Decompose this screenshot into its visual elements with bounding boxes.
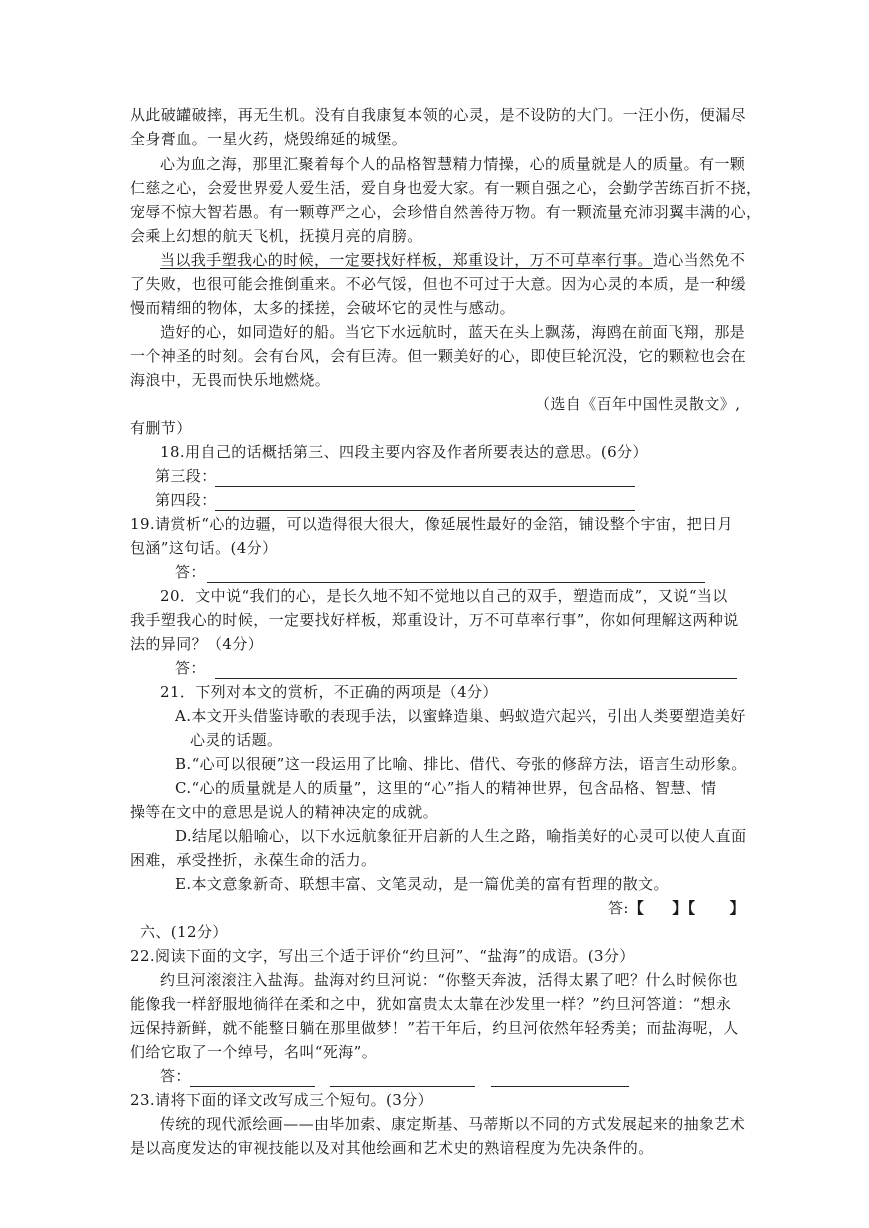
option-c: C.“心的质量就是人的质量”，这里的“心”指人的精神世界，包含品格、智慧、情: [175, 779, 717, 797]
option-b: B.“心可以很硬”这一段运用了比喻、排比、借代、夸张的修辞方法，语言生动形象。: [175, 755, 747, 773]
source-citation-end: 有删节）: [130, 419, 192, 437]
option-a-cont: 心灵的话题。: [190, 731, 283, 749]
question-21: 21．下列对本文的赏析，不正确的两项是（4分）: [160, 683, 498, 701]
q22-answer-line-2[interactable]: [330, 1086, 475, 1087]
source-citation: （选自《百年中国性灵散文》,: [535, 395, 741, 413]
body-line: 全身膏血。一星火药，烧毁绵延的城堡。: [130, 130, 408, 148]
body-line: 造好的心，如同造好的船。当它下水远航时，蓝天在头上飘荡，海鸥在前面飞翔，那是: [160, 323, 746, 341]
body-line: 宠辱不惊大智若愚。有一颗尊严之心，会珍惜自然善待万物。有一颗流量充沛羽翼丰满的心，: [130, 203, 762, 221]
option-d: D.结尾以船喻心，以下水远航象征开启新的人生之路，喻指美好的心灵可以使人直面: [175, 827, 747, 845]
q21-answer-label: 答:: [608, 899, 629, 917]
question-18: 18.用自己的话概括第三、四段主要内容及作者所要表达的意思。(6分）: [160, 443, 648, 461]
body-line: 了失败，也很可能会推倒重来。不必气馁，但也不可过于大意。因为心灵的本质，是一种缓: [130, 275, 747, 293]
section-6-heading: 六、(12分）: [140, 923, 228, 941]
question-23: 23.请将下面的译文改写成三个短句。(3分）: [130, 1091, 434, 1109]
q18-label-para4: 第四段：: [155, 491, 217, 509]
option-e: E.本文意象新奇、联想丰富、文笔灵动，是一篇优美的富有哲理的散文。: [175, 875, 669, 893]
question-19-cont: 包涵”这句话。(4分）: [130, 539, 278, 557]
q22-answer-label: 答：: [160, 1067, 191, 1085]
q20-answer-line[interactable]: [215, 678, 737, 679]
body-line: 从此破罐破摔，再无生机。没有自我康复本领的心灵，是不设防的大门。一汪小伤，便漏尽: [130, 106, 747, 124]
body-line: 海浪中，无畏而快乐地燃烧。: [130, 371, 331, 389]
q20-answer-label: 答：: [175, 659, 206, 677]
body-line: 慢而精细的物体，太多的揉搓，会破坏它的灵性与感动。: [130, 299, 516, 317]
q22-answer-line-3[interactable]: [491, 1086, 629, 1087]
q19-answer-line[interactable]: [207, 582, 705, 583]
question-19: 19.请赏析“心的边疆，可以造得很大很大，像延展性最好的金箔，铺设整个宇宙，把日月: [130, 515, 733, 533]
q22-passage-line: 能像我一样舒服地徜徉在柔和之中，犹如富贵太太靠在沙发里一样？”约旦河答道：“想永: [130, 995, 732, 1013]
option-a: A.本文开头借鉴诗歌的表现手法，以蜜蜂造巢、蚂蚁造穴起兴，引出人类要塑造美好: [175, 707, 746, 725]
q22-answer-line-1[interactable]: [190, 1086, 315, 1087]
bracket-open: 【: [628, 899, 645, 917]
q21-answer: [608, 897, 745, 920]
q23-passage-line: 传统的现代派绘画——由毕加索、康定斯基、马蒂斯以不同的方式发展起来的抽象艺术: [160, 1115, 746, 1133]
q22-passage-line: 约旦河滚滚注入盐海。盐海对约旦河说：“你整天奔波，活得太累了吧？什么时候你也: [160, 971, 738, 989]
q22-passage-line: 们给它取了一个绰号，名叫“死海”。: [130, 1043, 378, 1061]
q18-answer-line-4[interactable]: [215, 510, 635, 511]
body-line: 仁慈之心，会爱世界爱人爱生活，爱自身也爱大家。有一颗自强之心，会勤学苦练百折不挠，: [130, 179, 762, 197]
body-line: 会乘上幻想的航天飞机，抚摸月亮的肩膀。: [130, 227, 423, 245]
body-line: 一个神圣的时刻。会有台风，会有巨涛。但一颗美好的心，即使巨轮沉没，它的颗粒也会在: [130, 347, 747, 365]
bracket-middle: 】【: [672, 899, 696, 917]
underlined-sentence: 当以我手塑我心的时候，一定要找好样板，郑重设计，万不可草率行事。: [160, 251, 653, 269]
q23-passage-line: 是以高度发达的审视技能以及对其他绘画和艺术史的熟谙程度为先决条件的。: [130, 1139, 654, 1157]
question-20-cont: 法的异同？（4分）: [130, 635, 264, 653]
option-d-cont: 困难，承受挫折，永葆生命的活力。: [130, 851, 377, 869]
question-22: 22.阅读下面的文字，写出三个适于评价“约旦河”、“盐海”的成语。(3分）: [130, 947, 635, 965]
question-20-cont: 我手塑我心的时候，一定要找好样板，郑重设计，万不可草率行事”，你如何理解这两种说: [130, 611, 739, 629]
option-c-cont: 操等在文中的意思是说人的精神决定的成就。: [130, 803, 439, 821]
paragraph-3-first-line: [160, 249, 745, 272]
q19-answer-label: 答：: [175, 563, 206, 581]
paragraph-3-continuation: 造心当然免不: [652, 251, 746, 269]
bracket-close: 】: [729, 899, 745, 917]
q18-label-para3: 第三段：: [155, 467, 217, 485]
question-20: 20．文中说“我们的心，是长久地不知不觉地以自己的双手，塑造而成”，又说“当以: [160, 587, 728, 605]
q18-answer-line-3[interactable]: [215, 486, 635, 487]
body-line: 心为血之海，那里汇聚着每个人的品格智慧精力情操，心的质量就是人的质量。有一颗: [160, 155, 746, 173]
q22-passage-line: 远保持新鲜，就不能整日躺在那里做梦！”若干年后，约旦河依然年轻秀美；而盐海呢，人: [130, 1019, 739, 1037]
